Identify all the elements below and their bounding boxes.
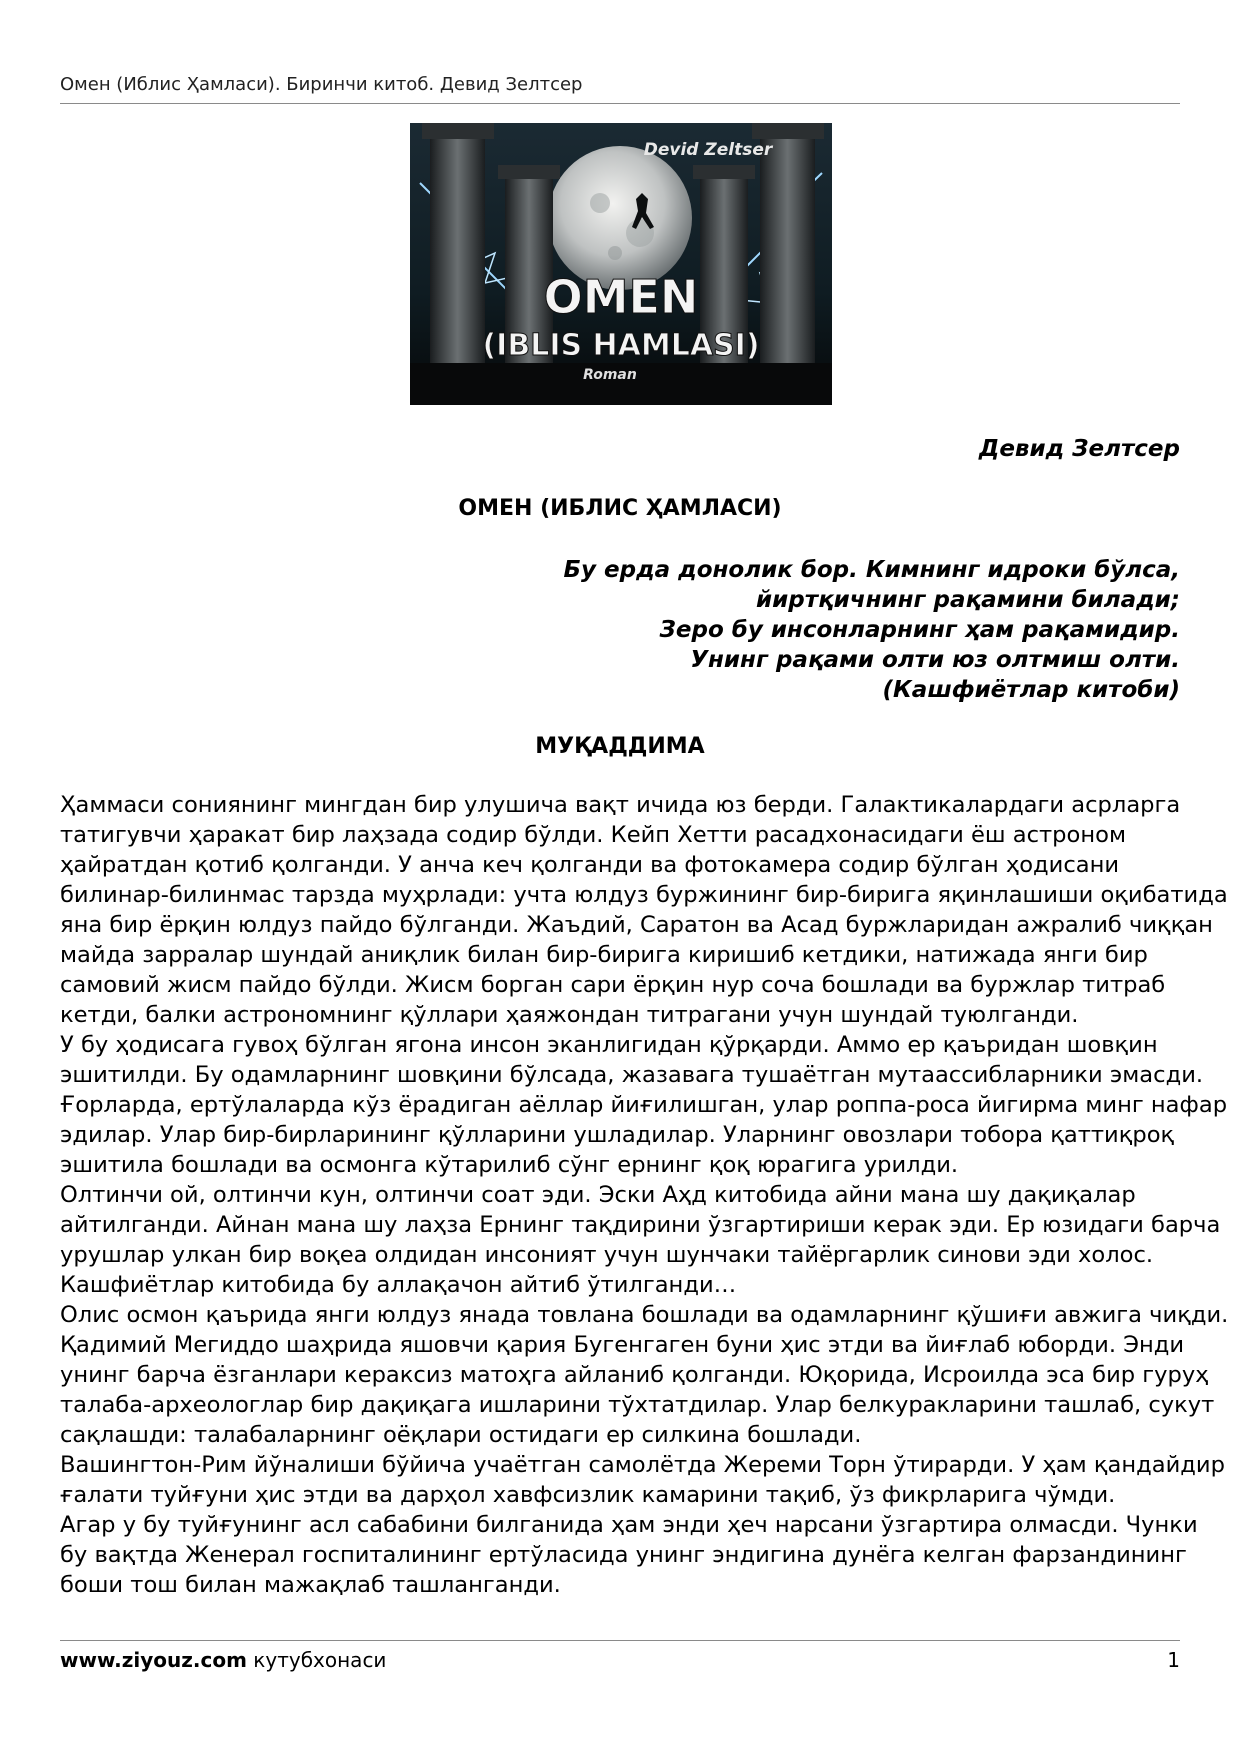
book-title: ОМЕН (ИБЛИС ҲАМЛАСИ): [458, 496, 782, 521]
body-line: Ҳаммаси сониянинг мингдан бир улушича вақт ичида юз берди. Галактикалардаги асрларга: [60, 792, 1181, 818]
book-cover-image: [410, 123, 832, 405]
epigraph: [563, 555, 1180, 705]
body-line: сақлашди: талабаларнинг оёқлари остидаги ер силкина бошлади.: [60, 1422, 862, 1448]
footer-divider: [60, 1640, 1180, 1641]
body-line: Олтинчи ой, олтинчи кун, олтинчи соат эди. Эски Аҳд китобида айни мана шу дақиқалар: [60, 1182, 1136, 1208]
body-line: эшитила бошлади ва осмонга кўтарилиб сўнг ернинг қоқ юрагига урилди.: [60, 1152, 959, 1178]
body-line: ғалати туйғуни ҳис этди ва дарҳол хавфсизлик камарини тақиб, ўз фикрларига чўмди.: [60, 1482, 1116, 1508]
body-line: Қадимий Мегиддо шаҳрида яшовчи қария Бугенгаген буни ҳис этди ва йиғлаб юборди. Энди: [60, 1332, 1185, 1358]
page-number: 1: [1167, 1648, 1180, 1672]
epigraph-line: йиртқичнинг рақамини билади;: [756, 587, 1180, 613]
body-line: Кашфиётлар китобида бу аллақачон айтиб ўтилганди…: [60, 1272, 737, 1298]
footer-site-link[interactable]: www.ziyouz.com: [60, 1648, 247, 1672]
header-divider: [60, 103, 1180, 104]
moon-shape: [548, 146, 692, 290]
body-line: боши тош билан мажақлаб ташланганди.: [60, 1572, 561, 1598]
epigraph-source: (Кашфиётлар китоби): [882, 677, 1180, 703]
body-line: ҳайратдан қотиб қолганди. У анча кеч қолганди ва фотокамера содир бўлган ҳодисани: [60, 852, 1120, 878]
body-line: эдилар. Улар бир-бирларининг қўлларини ушладилар. Уларнинг овозлари тобора қаттиқроқ: [60, 1122, 1175, 1148]
body-line: Вашингтон-Рим йўналиши бўйича учаётган самолётда Жереми Торн ўтирарди. У ҳам қандайдир: [60, 1452, 1225, 1478]
epigraph-line: Унинг рақами олти юз олтмиш олти.: [690, 647, 1180, 673]
body-line: бу вақтда Женерал госпиталининг ертўласида унинг эндигина дунёга келган фарзандининг: [60, 1542, 1187, 1568]
author-name: Девид Зелтсер: [978, 436, 1180, 462]
body-line: урушлар улкан бир воқеа олдидан инсоният учун шунчаки тайёргарлик синови эди холос.: [60, 1242, 1154, 1268]
cover-title: OMEN: [543, 270, 699, 324]
body-text: [60, 790, 1229, 1600]
footer-library-word: кутубхонаси: [253, 1648, 387, 1672]
body-line: татигувчи ҳаракат бир лаҳзада содир бўлди. Кейп Хетти расадхонасидаги ёш астроном: [60, 822, 1126, 848]
epigraph-line: Бу ерда донолик бор. Кимнинг идроки бўлса,: [563, 557, 1180, 583]
body-line: яна бир ёрқин юлдуз пайдо бўлганди. Жаъдий, Саратон ва Асад буржларидан ажралиб чиққан: [60, 912, 1213, 938]
body-line: эшитилди. Бу одамларнинг шовқини бўлсада, жазавага тушаётган мутаассибларники эмасди.: [60, 1062, 1204, 1088]
footer-source: [60, 1648, 386, 1672]
cover-genre: Roman: [583, 367, 637, 383]
body-line: У бу ҳодисага гувоҳ бўлган ягона инсон эканлигидан қўрқарди. Аммо ер қаъридан шовқин: [60, 1032, 1158, 1058]
body-line: кетди, балки астрономнинг қўллари ҳаяжондан титрагани учун шундай туюлганди.: [60, 1002, 1079, 1028]
body-line: унинг барча ёзганлари кераксиз матоҳга айланиб қолганди. Юқорида, Исроилда эса бир гуруҳ: [60, 1362, 1209, 1388]
cover-subtitle: (IBLIS HAMLASI): [482, 328, 760, 363]
body-line: талаба-археологлар бир дақиқага ишларини тўхтатдилар. Улар белкуракларини ташлаб, сукут: [60, 1392, 1215, 1418]
epigraph-line: Зеро бу инсонларнинг ҳам рақамидир.: [659, 617, 1180, 643]
cover-author: Devid Zeltser: [643, 140, 773, 160]
body-line: айтилганди. Айнан мана шу лаҳза Ернинг тақдирини ўзгартириши керак эди. Ер юзидаги барча: [60, 1212, 1221, 1238]
body-line: Ғорларда, ертўлаларда кўз ёрадиган аёллар йиғилишган, улар роппа-роса йигирма минг нафар: [60, 1092, 1228, 1118]
body-line: самовий жисм пайдо бўлди. Жисм борган сари ёрқин нур соча бошлади ва буржлар титраб: [60, 972, 1166, 998]
body-line: майда зарралар шундай аниқлик билан бир-бирига киришиб кетдики, натижада янги бир: [60, 942, 1148, 968]
running-header: Омен (Иблис Ҳамласи). Биринчи китоб. Девид Зелтсер: [60, 74, 583, 95]
body-line: Олис осмон қаърида янги юлдуз янада товлана бошлади ва одамларнинг қўшиғи авжига чиқди.: [60, 1302, 1229, 1328]
body-line: билинар-билинмас тарзда муҳрлади: учта юлдуз буржининг бир-бирига яқинлашиши оқибатида: [60, 882, 1228, 908]
section-title: МУҚАДДИМА: [535, 734, 705, 759]
body-line: Агар у бу туйғунинг асл сабабини билганида ҳам энди ҳеч нарсани ўзгартира олмасди. Чунки: [60, 1512, 1198, 1538]
